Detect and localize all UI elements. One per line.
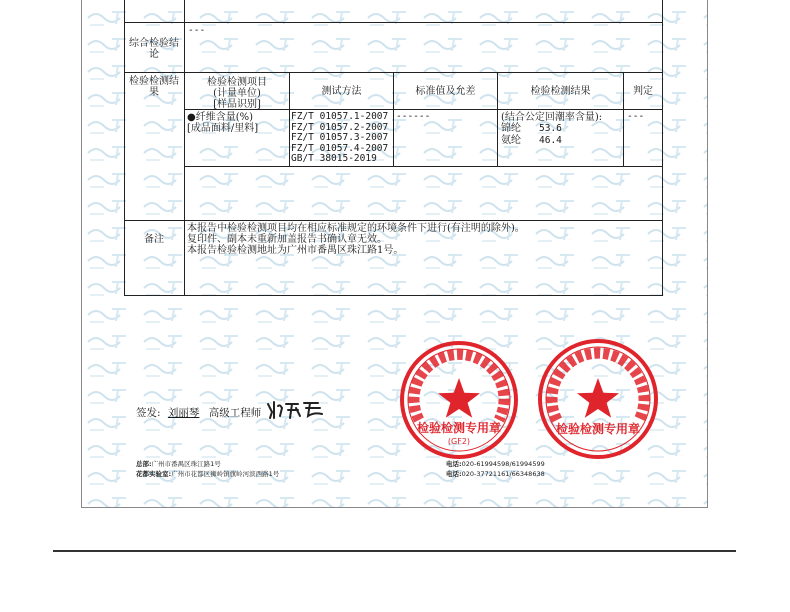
result-value: 53.6	[539, 123, 562, 134]
row-methods	[291, 112, 388, 165]
header-item-line-2: (计量单位)	[213, 88, 261, 99]
remarks-label: 备注	[144, 234, 164, 245]
row-result	[501, 112, 602, 146]
signature-label: 签发:	[136, 407, 161, 419]
signature-title: 高级工程师	[208, 407, 262, 419]
huadu-phone	[446, 470, 545, 478]
row-standard: ------	[396, 111, 431, 122]
remark-line: 本报告中检验检测项目均在相应标准规定的环境条件下进行(有注明的除外)。	[187, 223, 525, 234]
row-line-bottom	[124, 295, 663, 296]
method-line: GB/T 38015-2019	[291, 153, 377, 164]
remark-line: 本报告检验检测地址为广州市番禺区珠江路1号。	[187, 245, 404, 256]
col-line-result	[497, 72, 498, 167]
header-judge: 判定	[633, 86, 653, 97]
stamp-1-code: (GF2)	[447, 437, 471, 446]
stamp-national-textile-icon	[537, 338, 659, 460]
method-line: FZ/T 01057.2-2007	[291, 121, 389, 133]
remark-line: 复印件、副本未重新加盖报告书确认章无效。	[187, 234, 387, 245]
result-line-2	[501, 135, 602, 147]
result-value: 46.4	[539, 134, 562, 146]
footer-separator	[53, 550, 736, 552]
signature-block	[136, 408, 261, 419]
conclusion-value: ---	[188, 25, 206, 36]
hq-phone-label: 电话:	[446, 460, 462, 468]
header-standard: 标准值及允差	[415, 86, 476, 97]
header-item	[186, 77, 288, 110]
hq-phone	[446, 460, 545, 468]
hq-label: 总部:	[136, 460, 152, 468]
header-item-line-3: [样品识别]	[213, 99, 261, 110]
huadu-phone-text: 020-37721161/66348638	[461, 470, 545, 478]
stamp-2-center-text: 检验检测专用章	[555, 422, 641, 436]
row-judge: ---	[627, 111, 645, 122]
row-item-sample: [成品面料/里料]	[187, 123, 259, 134]
result-line-1	[501, 123, 602, 135]
result-name: 氨纶	[501, 134, 521, 146]
col-line-standard	[393, 72, 394, 167]
col-line-judge	[623, 72, 624, 167]
signature-name: 刘丽琴	[167, 407, 200, 419]
hq-address	[136, 460, 221, 468]
table-right-border	[662, 0, 663, 296]
huadu-address	[136, 470, 279, 478]
header-method: 测试方法	[321, 86, 362, 97]
header-item-line-1: 检验检测项目	[207, 77, 267, 88]
result-title: (结合公定回潮率含量):	[501, 112, 603, 123]
method-line: FZ/T 01057.3-2007	[291, 132, 389, 143]
huadu-label: 花都实验室:	[136, 470, 172, 478]
label-column-divider	[184, 0, 185, 296]
result-name: 锦纶	[501, 123, 521, 134]
row-line-data	[184, 166, 663, 167]
row-item-name: ●纤维含量(%)	[187, 112, 254, 123]
method-line: FZ/T 01057.1-2007	[291, 111, 389, 122]
remarks-text	[187, 223, 525, 256]
conclusion-label: 综合检验结论	[129, 38, 179, 60]
row-line-results	[124, 220, 663, 221]
hq-phone-text: 020-61994598/61994599	[461, 460, 545, 468]
hq-address-text: 广州市番禺区珠江路1号	[151, 460, 221, 468]
handwritten-signature	[264, 398, 328, 424]
col-line-method	[289, 72, 290, 167]
results-label: 检验检测结果	[129, 76, 179, 98]
huadu-address-text: 广州市花都区狮岭镇旗岭河滨西路1号	[171, 470, 280, 478]
row-item	[187, 112, 258, 134]
stamp-guangzhou-testing-icon	[399, 340, 519, 460]
method-line: FZ/T 01057.4-2007	[291, 142, 389, 154]
header-result: 检验检测结果	[530, 86, 591, 97]
table-left-border	[124, 0, 125, 296]
row-line-top-section	[124, 22, 663, 23]
huadu-phone-label: 电话:	[446, 470, 462, 478]
stamp-1-center-text: 检验检测专用章	[416, 421, 502, 435]
